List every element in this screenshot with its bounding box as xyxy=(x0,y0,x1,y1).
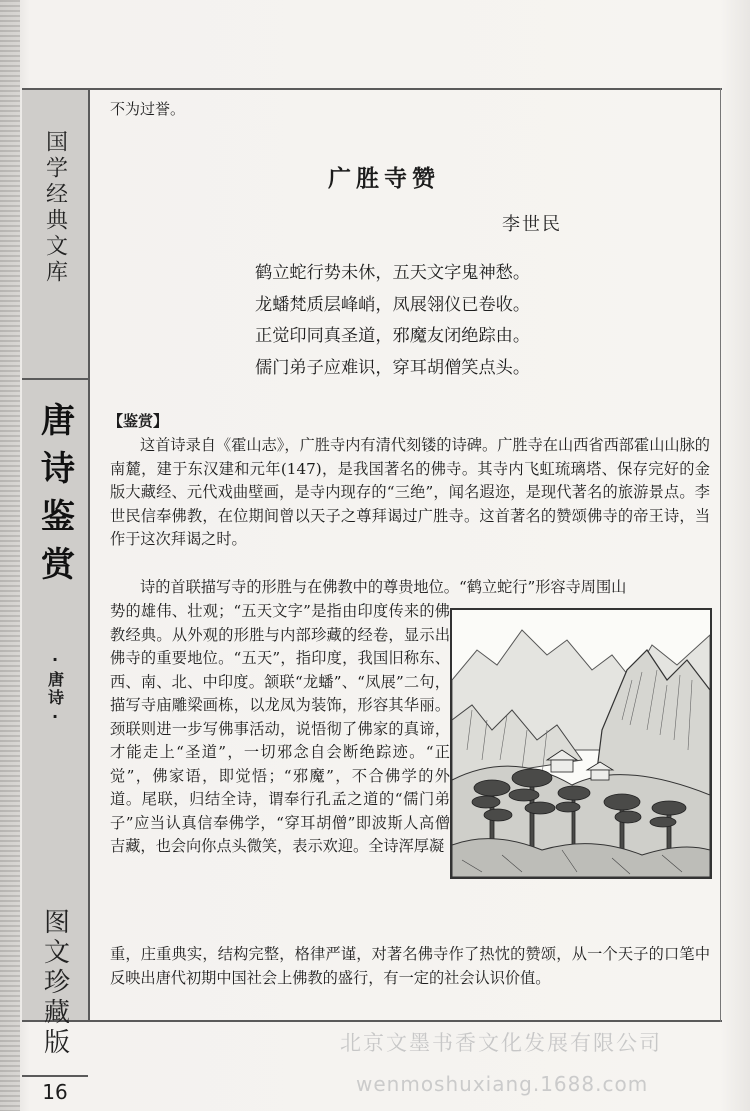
lead-line: 不为过誉。 xyxy=(110,100,186,118)
watermark-company: 北京文墨书香文化发展有限公司 xyxy=(340,1031,662,1055)
series-title-text: 国学经典文库 xyxy=(42,130,68,286)
appreciation-paragraph-2-wrap: 势的雄伟、壮观；“五天文字”是指由印度传来的佛教经典。从外观的形胜与内部珍藏的经卷，显示出佛寺的重要地位。“五天”，指印度，我国旧称东、西、南、北、中印度。颔联“龙蟠”、“凤展”二句，描写寺庙雕梁画栋，以龙凤为装饰，形容其华丽。颈联则进一步写佛事活动，说悟彻了佛家的真谛，才能走上“圣道”，一切邪念自会断绝踪迹。“正觉”，佛家语，即觉悟；“邪魔”，不合佛学的外道。尾联，归结全诗，谓奉行孔孟之道的“儒门弟子”应当认真信奉佛学，“穿耳胡僧”即波斯人高僧吉藏，也会向你点头微笑，表示欢迎。全诗浑厚凝 xyxy=(110,602,450,855)
poem-author: 李世民 xyxy=(502,214,562,235)
poem-line: 正觉印同真圣道，邪魔友闭绝踪由。 xyxy=(255,326,531,346)
top-rule xyxy=(22,88,722,90)
edition-label xyxy=(22,908,88,1068)
bottom-rule xyxy=(22,1020,722,1022)
category-label xyxy=(22,650,88,750)
right-rule xyxy=(720,88,721,1022)
poem-line: 儒门弟子应难识，穿耳胡僧笑点头。 xyxy=(255,357,531,378)
edition-label-text: 图文珍藏版 xyxy=(39,908,70,1058)
book-spine-shadow xyxy=(0,0,20,1111)
mountain-pine-painting xyxy=(452,610,710,877)
page-number: 16 xyxy=(42,1080,68,1104)
poem-line: 鹤立蛇行势未休，五天文字鬼神愁。 xyxy=(255,263,531,283)
sidebar-divider-bottom xyxy=(22,1075,88,1077)
landscape-illustration xyxy=(450,608,712,879)
appreciation-paragraph-2-start: 诗的首联描写寺的形胜与在佛教中的尊贵地位。“鹤立蛇行”形容寺周围山 xyxy=(140,578,627,596)
poem-body xyxy=(255,258,530,384)
book-title xyxy=(22,402,88,642)
poem-line: 龙蟠梵质层峰峭，凤展翎仪已卷收。 xyxy=(255,294,531,315)
watermark-url: wenmoshuxiang.1688.com xyxy=(356,1072,649,1096)
appreciation-paragraph-1: 这首诗录自《霍山志》，广胜寺内有清代刻镂的诗碑。广胜寺在山西省西部霍山山脉的南麓，建于东汉建和元年(147)，是我国著名的佛寺。其寺内飞虹琉璃塔、保存完好的金版大藏经、元代戏曲壁画，是寺内现存的“三绝”，闻名遐迩，是现代著名的旅游景点。李世民信奉佛教，在位期间曾以天子之尊拜谒过广胜寺。这首著名的赞颂佛寺的帝王诗，当作于这次拜谒之时。 xyxy=(110,436,710,548)
category-label-text: ·唐诗· xyxy=(45,650,65,728)
book-title-text: 唐诗鉴赏 xyxy=(34,402,75,594)
appreciation-heading: 【鉴赏】 xyxy=(108,412,169,430)
main-content xyxy=(108,98,710,987)
appreciation-paragraph-2-end: 重，庄重典实，结构完整，格律严谨，对著名佛寺作了热忱的赞颂，从一个天子的口笔中反映出唐代初期中国社会上佛教的盛行，有一定的社会认识价值。 xyxy=(110,945,710,987)
sidebar-divider xyxy=(22,378,88,380)
sidebar xyxy=(22,90,90,1104)
series-title xyxy=(22,130,88,360)
poem-title: 广胜寺赞 xyxy=(328,166,440,192)
